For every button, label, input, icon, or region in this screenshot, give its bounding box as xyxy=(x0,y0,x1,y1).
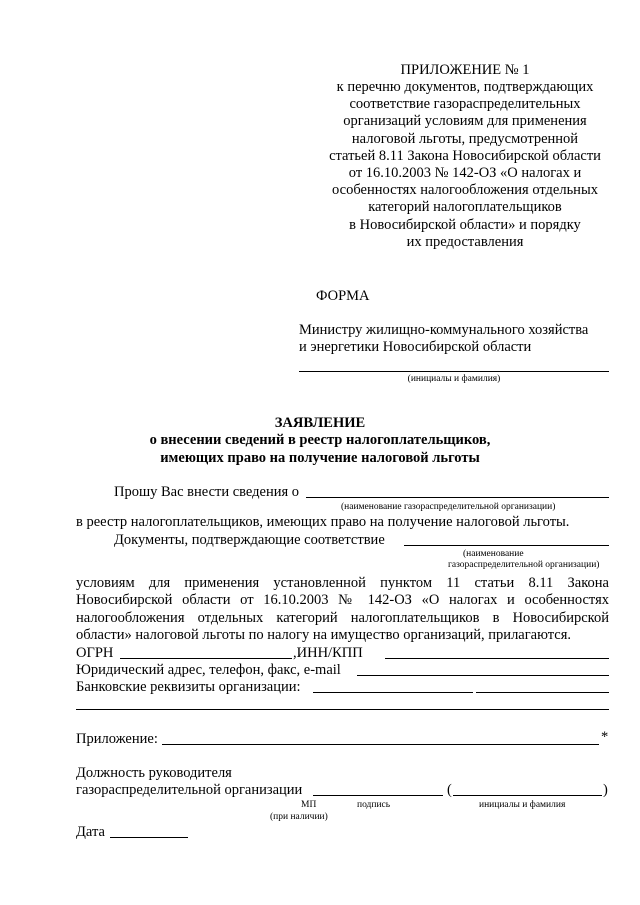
ogrn-field[interactable] xyxy=(120,658,292,659)
signature-hint: подпись xyxy=(357,800,391,810)
appendix-line: соответствие газораспределительных xyxy=(349,96,581,113)
addressee-hint: (инициалы и фамилия) xyxy=(407,374,501,384)
bank-label: Банковские реквизиты организации: xyxy=(76,679,301,695)
appendix-line: к перечню документов, подтверждающих xyxy=(336,79,594,95)
bank-field-3[interactable] xyxy=(76,709,609,710)
attachment-label: Приложение: xyxy=(76,731,158,747)
documents-text: Документы, подтверждающие соответствие xyxy=(114,532,385,548)
signature-close-paren: ) xyxy=(603,782,608,798)
documents-hint-2: газораспределительной организации) xyxy=(448,560,600,570)
appendix-line: в Новосибирской области» и порядку xyxy=(349,216,581,233)
addressee-line-2: и энергетики Новосибирской области xyxy=(299,339,532,355)
seal-label: МП xyxy=(301,800,317,810)
appendix-line: от 16.10.2003 № 142-ОЗ «О налогах и xyxy=(348,165,582,181)
organization-hint: (наименование газораспределительной организации) xyxy=(341,502,556,512)
date-label: Дата xyxy=(76,824,105,840)
request-text: Прошу Вас внести сведения о xyxy=(114,484,300,500)
appendix-line: статьей 8.11 Закона Новосибирской области xyxy=(329,147,601,164)
appendix-line: особенностях налогообложения отдельных xyxy=(332,182,598,199)
bank-field-1[interactable] xyxy=(313,692,473,693)
inn-label: ,ИНН/КПП xyxy=(293,645,363,661)
if-any-hint: (при наличии) xyxy=(270,812,328,822)
date-field[interactable] xyxy=(110,837,188,838)
ogrn-label: ОГРН xyxy=(76,645,114,661)
statement-subtitle-1: о внесении сведений в реестр налогоплательщиков, xyxy=(149,432,491,448)
attachment-field[interactable] xyxy=(162,744,599,745)
appendix-title: ПРИЛОЖЕНИЕ № 1 xyxy=(400,62,530,78)
inn-field[interactable] xyxy=(385,658,609,659)
documents-organization-field[interactable] xyxy=(404,545,609,546)
paragraph-line-3: налогообложения отдельных категорий налогоплательщиков в Новосибирской xyxy=(76,610,609,626)
registry-text: в реестр налогоплательщиков, имеющих право на получение налоговой льготы. xyxy=(76,514,570,530)
bank-field-2[interactable] xyxy=(476,692,609,693)
documents-hint-1: (наименование xyxy=(463,549,524,559)
appendix-line: их предоставления xyxy=(406,233,524,250)
statement-subtitle-2: имеющих право на получение налоговой льготы xyxy=(160,450,480,466)
signature-field[interactable] xyxy=(313,795,443,796)
address-field[interactable] xyxy=(357,675,609,676)
addressee-name-field[interactable] xyxy=(299,371,609,372)
appendix-line: категорий налогоплательщиков xyxy=(368,199,562,216)
appendix-line: организаций условиям для применения xyxy=(343,113,587,130)
paragraph-line-4: области» налоговой льготы по налогу на имущество организаций, прилагаются. xyxy=(76,627,572,643)
appendix-line: налоговой льготы, предусмотренной xyxy=(351,130,579,147)
address-label: Юридический адрес, телефон, факс, e-mail xyxy=(76,662,341,678)
statement-title: ЗАЯВЛЕНИЕ xyxy=(274,415,366,431)
attachment-mark: * xyxy=(601,729,609,745)
organization-name-field[interactable] xyxy=(306,497,609,498)
signature-open-paren: ( xyxy=(447,782,452,798)
paragraph-line-1: условиям для применения установленной пунктом 11 статьи 8.11 Закона xyxy=(76,575,609,591)
paragraph-line-2: Новосибирской области от 16.10.2003 № 142-ОЗ «О налогах и особенностях xyxy=(76,592,609,608)
name-hint: инициалы и фамилия xyxy=(479,800,566,810)
signature-position-line-2: газораспределительной организации xyxy=(76,782,303,798)
form-label: ФОРМА xyxy=(316,288,370,304)
signature-name-field[interactable] xyxy=(453,795,602,796)
addressee-line-1: Министру жилищно-коммунального хозяйства xyxy=(299,322,589,338)
signature-position-line-1: Должность руководителя xyxy=(76,765,232,781)
